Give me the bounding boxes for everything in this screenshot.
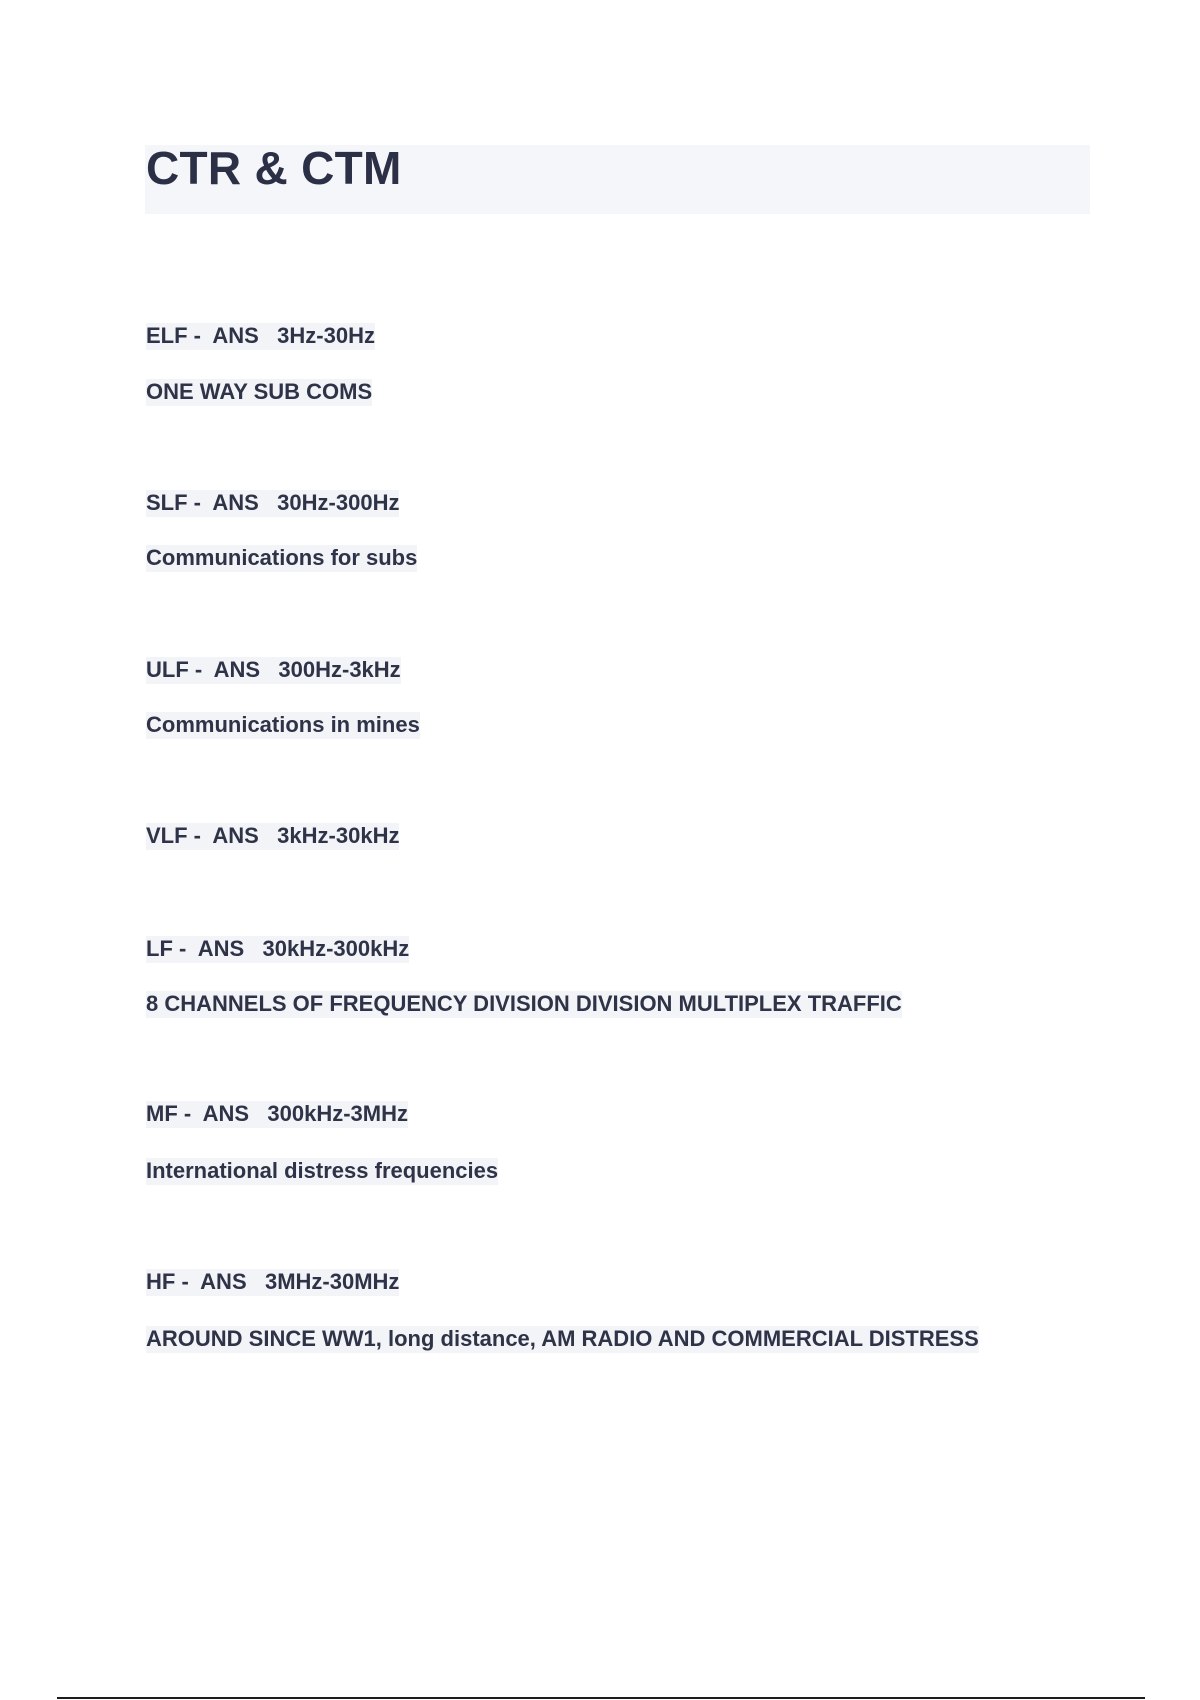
entry-mf-heading: MF - ANS 300kHz-3MHz xyxy=(146,1101,409,1126)
entry-lf-heading: LF - ANS 30kHz-300kHz xyxy=(146,936,410,961)
entry-elf-heading: ELF - ANS 3Hz-30Hz xyxy=(146,323,375,348)
entry-ulf-description: Communications in mines xyxy=(146,712,420,737)
entry-slf-heading: SLF - ANS 30Hz-300Hz xyxy=(146,490,400,515)
entry-lf-description: 8 CHANNELS OF FREQUENCY DIVISION DIVISION MULTIPLEX TRAFFIC xyxy=(146,991,902,1016)
footer-rule xyxy=(57,1697,1145,1699)
entry-hf-description: AROUND SINCE WW1, long distance, AM RADIO AND COMMERCIAL DISTRESS xyxy=(146,1326,979,1351)
entry-mf-description: International distress frequencies xyxy=(146,1158,499,1183)
entry-ulf-heading: ULF - ANS 300Hz-3kHz xyxy=(146,657,401,682)
page-title: CTR & CTM xyxy=(146,142,402,194)
entry-elf-description: ONE WAY SUB COMS xyxy=(146,379,373,404)
entry-vlf-heading: VLF - ANS 3kHz-30kHz xyxy=(146,823,400,848)
entry-hf-heading: HF - ANS 3MHz-30MHz xyxy=(146,1269,400,1294)
entry-slf-description: Communications for subs xyxy=(146,545,418,570)
